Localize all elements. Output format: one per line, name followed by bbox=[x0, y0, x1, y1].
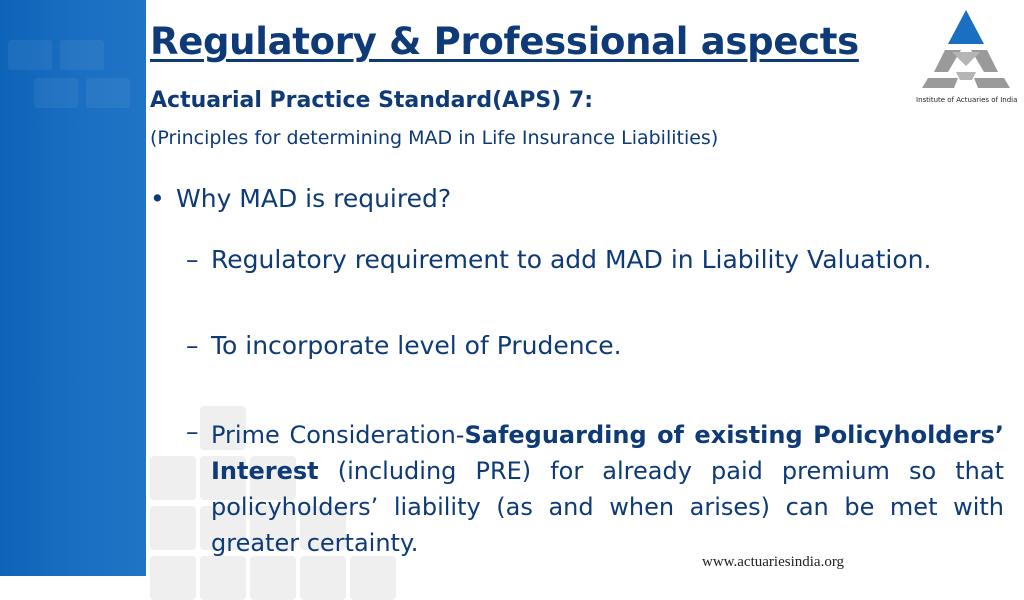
bg-tile bbox=[300, 556, 346, 600]
sub-item-emphasis: Safeguarding of existing Policyholders’ Interest bbox=[211, 421, 1004, 485]
sub-item-prime-consideration bbox=[186, 417, 1004, 561]
band-tile bbox=[60, 40, 104, 70]
dash-marker: – bbox=[186, 417, 199, 446]
left-blue-band bbox=[0, 0, 146, 576]
bullet-item bbox=[150, 184, 451, 213]
slide-subtitle: Actuarial Practice Standard(APS) 7: bbox=[150, 88, 593, 113]
band-tile bbox=[86, 78, 130, 108]
bg-tile bbox=[350, 556, 396, 600]
sub-item-suffix: (including PRE) for already paid premium so that policyholders’ liability (as and when arises) can be met with greater certainty. bbox=[211, 457, 1004, 557]
bullet-dot-icon: • bbox=[150, 184, 165, 213]
bg-tile bbox=[200, 556, 246, 600]
dash-marker: – bbox=[186, 331, 199, 360]
sub-item-prefix: Prime Consideration- bbox=[211, 421, 465, 449]
sub-item-regulatory bbox=[186, 245, 931, 274]
bullet-text: Why MAD is required? bbox=[176, 184, 452, 213]
dash-marker: – bbox=[186, 245, 199, 274]
sub-item-prudence bbox=[186, 331, 622, 360]
logo-caption: Institute of Actuaries of India bbox=[916, 96, 1018, 104]
sub-item-text: To incorporate level of Prudence. bbox=[211, 331, 622, 360]
band-tile bbox=[34, 78, 78, 108]
bg-tile bbox=[150, 556, 196, 600]
slide-title: Regulatory & Professional aspects bbox=[150, 20, 859, 63]
sub-item-text bbox=[211, 417, 1004, 561]
bg-tile bbox=[250, 556, 296, 600]
slide-note: (Principles for determining MAD in Life Insurance Liabilities) bbox=[150, 127, 719, 149]
band-tile bbox=[8, 40, 52, 70]
sub-item-text: Regulatory requirement to add MAD in Liability Valuation. bbox=[211, 245, 932, 274]
iai-triangle-logo-icon bbox=[916, 8, 1016, 94]
footer-url: www.actuariesindia.org bbox=[702, 554, 845, 570]
iai-logo bbox=[916, 8, 1016, 112]
